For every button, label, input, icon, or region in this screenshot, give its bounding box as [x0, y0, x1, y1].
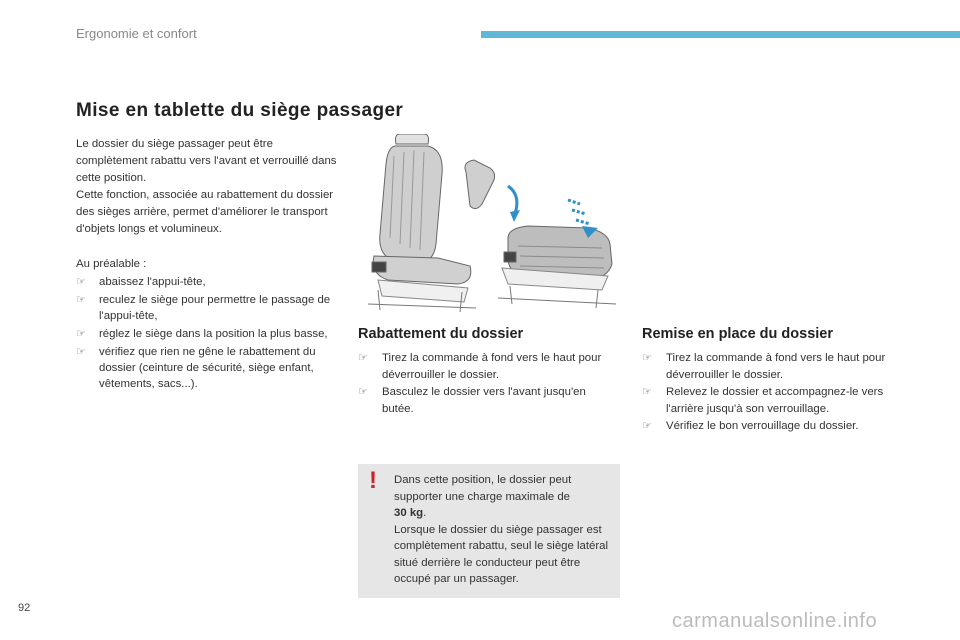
warning-icon: !: [369, 467, 377, 494]
watermark: carmanualsonline.info: [672, 610, 878, 632]
list-item: ☞ Tirez la commande à fond vers le haut pour déverrouiller le dossier.: [358, 352, 602, 381]
bullet-hand-icon: ☞: [76, 294, 86, 306]
page-title: Mise en tablette du siège passager: [76, 100, 404, 121]
page-number: 92: [18, 602, 31, 614]
bullet-hand-icon: ☞: [76, 346, 86, 358]
list-item: ☞ réglez le siège dans la position la plus basse,: [76, 328, 328, 340]
intro-paragraph-1: Le dossier du siège passager peut être complètement rabattu vers l'avant et verrouillé dans cette position.: [76, 138, 337, 184]
warning-text: [394, 472, 614, 588]
list-item: ☞ Vérifiez le bon verrouillage du dossier.: [642, 418, 904, 435]
headrest-drawing: [465, 160, 520, 222]
section-title: Ergonomie et confort: [76, 26, 197, 41]
warning-paragraph-1: Dans cette position, le dossier peut supporter une charge maximale de 30 kg.: [394, 474, 572, 519]
restoring-steps: [642, 350, 904, 435]
bullet-hand-icon: ☞: [76, 276, 86, 288]
max-load-value: 30 kg: [394, 507, 424, 519]
folding-section-title: Rabattement du dossier: [358, 326, 524, 342]
bullet-hand-icon: ☞: [642, 420, 652, 432]
list-item: ☞ Relevez le dossier et accompagnez-le vers l'arrière jusqu'à son verrouillage.: [642, 386, 884, 415]
seat-folding-illustration: [358, 134, 620, 316]
bullet-hand-icon: ☞: [358, 386, 368, 398]
list-item: ☞ Basculez le dossier vers l'avant jusqu'en butée.: [358, 386, 586, 415]
list-item: ☞ vérifiez que rien ne gêne le rabattement du dossier (ceinture de sécurité, siège enfant, vêtements, sacs...).: [76, 346, 316, 390]
warning-paragraph-2: Lorsque le dossier du siège passager est complètement rabattu, seul le siège latéral situé derrière le conducteur peut être occupé par un passager.: [394, 523, 609, 585]
list-item: ☞ reculez le siège pour permettre le passage de l'appui-tête,: [76, 294, 331, 322]
bullet-hand-icon: ☞: [358, 352, 368, 364]
prerequisites-lead: Au préalable :: [76, 258, 147, 270]
header-accent-bar: [481, 31, 960, 38]
intro-text: [76, 136, 338, 238]
restoring-section-title: Remise en place du dossier: [642, 326, 833, 342]
upright-seat-drawing: [368, 134, 476, 312]
prerequisites-list: [76, 274, 338, 392]
bullet-hand-icon: ☞: [642, 386, 652, 398]
folding-steps: [358, 350, 620, 418]
list-item: ☞ Tirez la commande à fond vers le haut pour déverrouiller le dossier.: [642, 352, 886, 381]
list-item: ☞ abaissez l'appui-tête,: [76, 276, 206, 288]
prerequisites: [76, 256, 338, 394]
warning-box: [358, 464, 620, 598]
intro-paragraph-2: Cette fonction, associée au rabattement du dossier des sièges arrière, permet d'améliorer le transport d'objets longs et volumineux.: [76, 189, 334, 235]
bullet-hand-icon: ☞: [76, 328, 86, 340]
bullet-hand-icon: ☞: [642, 352, 652, 364]
